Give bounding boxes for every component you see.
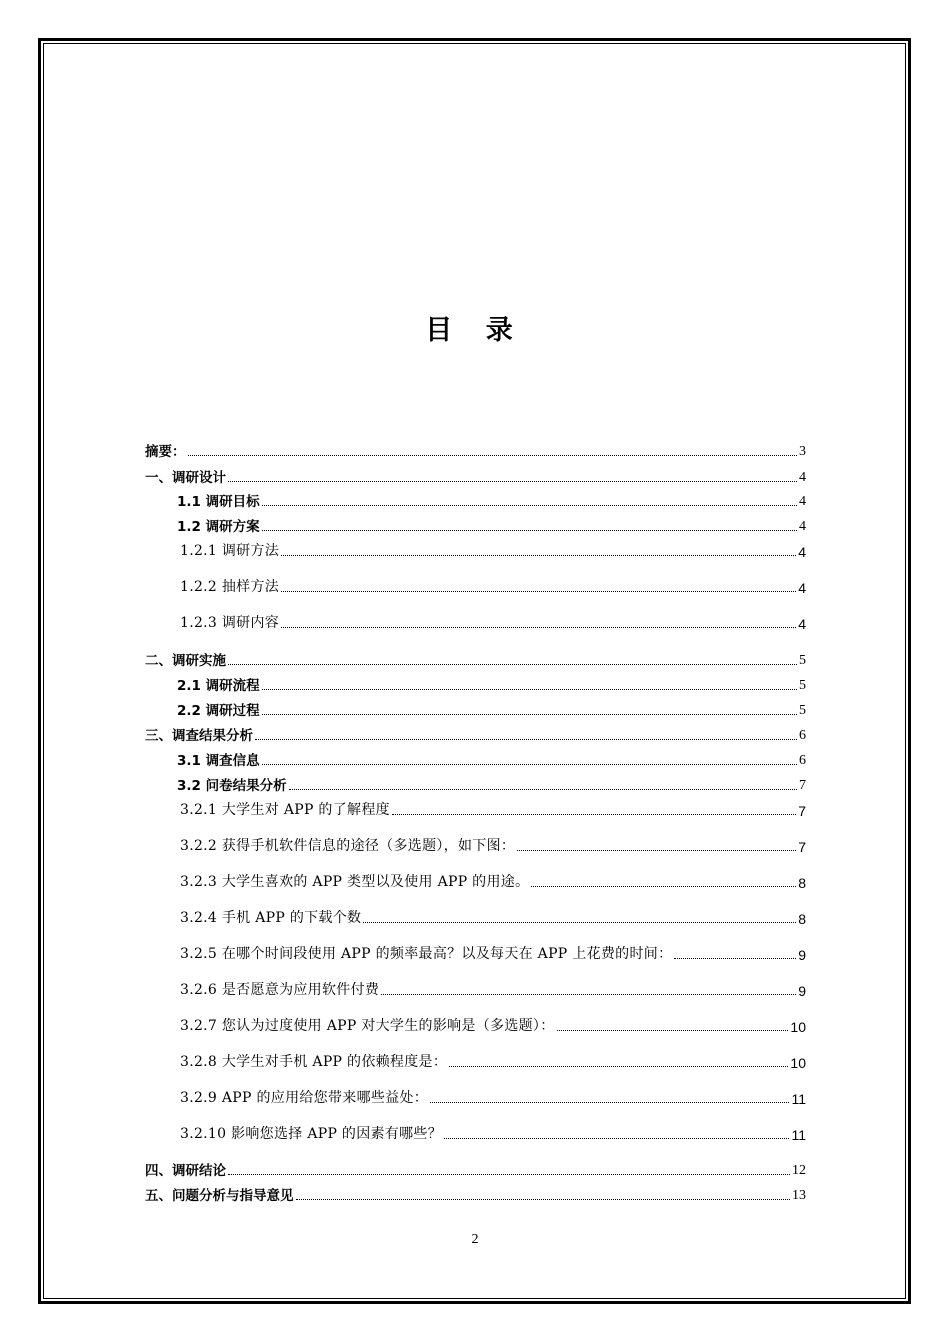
toc-entry[interactable] — [145, 722, 806, 744]
toc-entry-page: 3 — [799, 444, 806, 459]
toc-entry-title: 2.2 调研过程 — [177, 703, 260, 719]
toc-dot-leader — [517, 850, 796, 851]
toc-entry-title: 摘要： — [145, 444, 186, 460]
toc-entry-page: 10 — [790, 1055, 806, 1071]
toc-entry-title: 2.1 调研流程 — [177, 678, 260, 694]
toc-entry[interactable] — [177, 747, 806, 769]
toc-dot-leader — [381, 994, 796, 995]
toc-entry-page: 5 — [799, 678, 806, 693]
toc-entry-page: 6 — [799, 753, 806, 768]
toc-entry-title: 3.2 问卷结果分析 — [177, 778, 287, 794]
toc-entry[interactable] — [180, 1121, 806, 1143]
toc-entry[interactable] — [180, 1013, 806, 1035]
toc-dot-leader — [228, 1174, 790, 1175]
toc-entry-page: 9 — [798, 983, 806, 999]
toc-entry-title: 1.2.2 抽样方法 — [180, 579, 280, 595]
toc-dot-leader — [289, 789, 797, 790]
toc-dot-leader — [392, 814, 796, 815]
toc-entry-title: 四、调研结论 — [145, 1163, 226, 1179]
toc-entry-page: 8 — [798, 875, 806, 891]
toc-entry[interactable] — [180, 833, 806, 855]
toc-entry-title: 3.2.9 APP 的应用给您带来哪些益处： — [180, 1090, 429, 1106]
toc-entry[interactable] — [177, 488, 806, 510]
page-title: 目 录 — [425, 315, 525, 346]
toc-entry-page: 13 — [792, 1188, 806, 1203]
toc-dot-leader — [262, 714, 797, 715]
toc-entry[interactable] — [180, 977, 806, 999]
toc-entry-page: 11 — [791, 1091, 806, 1107]
toc-entry[interactable] — [145, 1157, 806, 1179]
toc-entry-title: 3.2.1 大学生对 APP 的了解程度 — [180, 802, 390, 818]
toc-entry-page: 4 — [798, 580, 806, 596]
toc-dot-leader — [281, 591, 796, 592]
toc-entry-title: 1.2.1 调研方法 — [180, 543, 280, 559]
toc-entry-title: 五、问题分析与指导意见 — [145, 1188, 294, 1204]
toc-dot-leader — [281, 555, 796, 556]
toc-entry-page: 8 — [798, 911, 806, 927]
page-number: 2 — [471, 1232, 479, 1247]
toc-entry-title: 1.2.3 调研内容 — [180, 615, 280, 631]
toc-dot-leader — [444, 1138, 789, 1139]
toc-entry-page: 10 — [790, 1019, 806, 1035]
toc-entry-page: 5 — [799, 653, 806, 668]
toc-entry[interactable] — [180, 1085, 806, 1107]
toc-dot-leader — [188, 455, 798, 456]
toc-entry[interactable] — [180, 869, 806, 891]
toc-dot-leader — [228, 664, 797, 665]
toc-entry[interactable] — [180, 905, 806, 927]
toc-entry-page: 12 — [792, 1163, 806, 1178]
toc-entry-page: 4 — [799, 519, 806, 534]
toc-entry-page: 5 — [799, 703, 806, 718]
toc-entry[interactable] — [180, 1049, 806, 1071]
toc-dot-leader — [228, 481, 797, 482]
toc-dot-leader — [281, 627, 796, 628]
toc-dot-leader — [363, 922, 796, 923]
toc-entry-page: 7 — [798, 839, 806, 855]
toc-dot-leader — [262, 505, 797, 506]
toc-entry-title: 3.2.8 大学生对手机 APP 的依赖程度是： — [180, 1054, 448, 1070]
toc-entry[interactable] — [180, 941, 806, 963]
toc-entry-title: 3.1 调查信息 — [177, 753, 260, 769]
toc-entry-page: 11 — [791, 1127, 806, 1143]
toc-entry-title: 3.2.2 获得手机软件信息的途径（多选题），如下图： — [180, 838, 516, 854]
toc-entry-title: 1.1 调研目标 — [177, 494, 260, 510]
toc-entry[interactable] — [145, 438, 806, 460]
toc-entry[interactable] — [145, 464, 806, 486]
toc-entry-title: 3.2.10 影响您选择 APP 的因素有哪些？ — [180, 1126, 443, 1142]
toc-entry-title: 三、调查结果分析 — [145, 728, 253, 744]
toc-entry-page: 4 — [799, 494, 806, 509]
toc-entry[interactable] — [145, 1182, 806, 1204]
toc-entry[interactable] — [180, 610, 806, 632]
toc-entry-title: 3.2.5 在哪个时间段使用 APP 的频率最高？以及每天在 APP 上花费的时间： — [180, 946, 673, 962]
toc-dot-leader — [262, 689, 797, 690]
toc-dot-leader — [449, 1066, 788, 1067]
toc-entry[interactable] — [180, 538, 806, 560]
toc-entry[interactable] — [145, 647, 806, 669]
toc-entry-title: 3.2.6 是否愿意为应用软件付费 — [180, 982, 380, 998]
toc-entry[interactable] — [177, 672, 806, 694]
toc-entry-title: 一、调研设计 — [145, 470, 226, 486]
toc-entry[interactable] — [177, 513, 806, 535]
toc-entry-page: 7 — [799, 778, 806, 793]
toc-dot-leader — [296, 1199, 791, 1200]
toc-entry-page: 6 — [799, 728, 806, 743]
toc-entry-title: 3.2.7 您认为过度使用 APP 对大学生的影响是（多选题）： — [180, 1018, 555, 1034]
toc-dot-leader — [531, 886, 796, 887]
toc-entry-page: 7 — [798, 803, 806, 819]
toc-dot-leader — [262, 764, 797, 765]
toc-dot-leader — [557, 1030, 789, 1031]
toc-entry-page: 4 — [799, 470, 806, 485]
toc-dot-leader — [674, 958, 796, 959]
toc-entry-title: 3.2.3 大学生喜欢的 APP 类型以及使用 APP 的用途。 — [180, 874, 530, 890]
toc-entry[interactable] — [180, 797, 806, 819]
toc-dot-leader — [262, 530, 797, 531]
toc-entry-title: 1.2 调研方案 — [177, 519, 260, 535]
toc-entry-title: 二、调研实施 — [145, 653, 226, 669]
toc-entry-page: 4 — [798, 616, 806, 632]
toc-entry-title: 3.2.4 手机 APP 的下载个数 — [180, 910, 362, 926]
page-border-inner — [43, 43, 906, 1299]
toc-entry[interactable] — [177, 772, 806, 794]
toc-entry[interactable] — [177, 697, 806, 719]
toc-entry-page: 9 — [798, 947, 806, 963]
toc-dot-leader — [255, 739, 797, 740]
toc-dot-leader — [430, 1102, 789, 1103]
toc-entry-page: 4 — [798, 544, 806, 560]
toc-entry[interactable] — [180, 574, 806, 596]
